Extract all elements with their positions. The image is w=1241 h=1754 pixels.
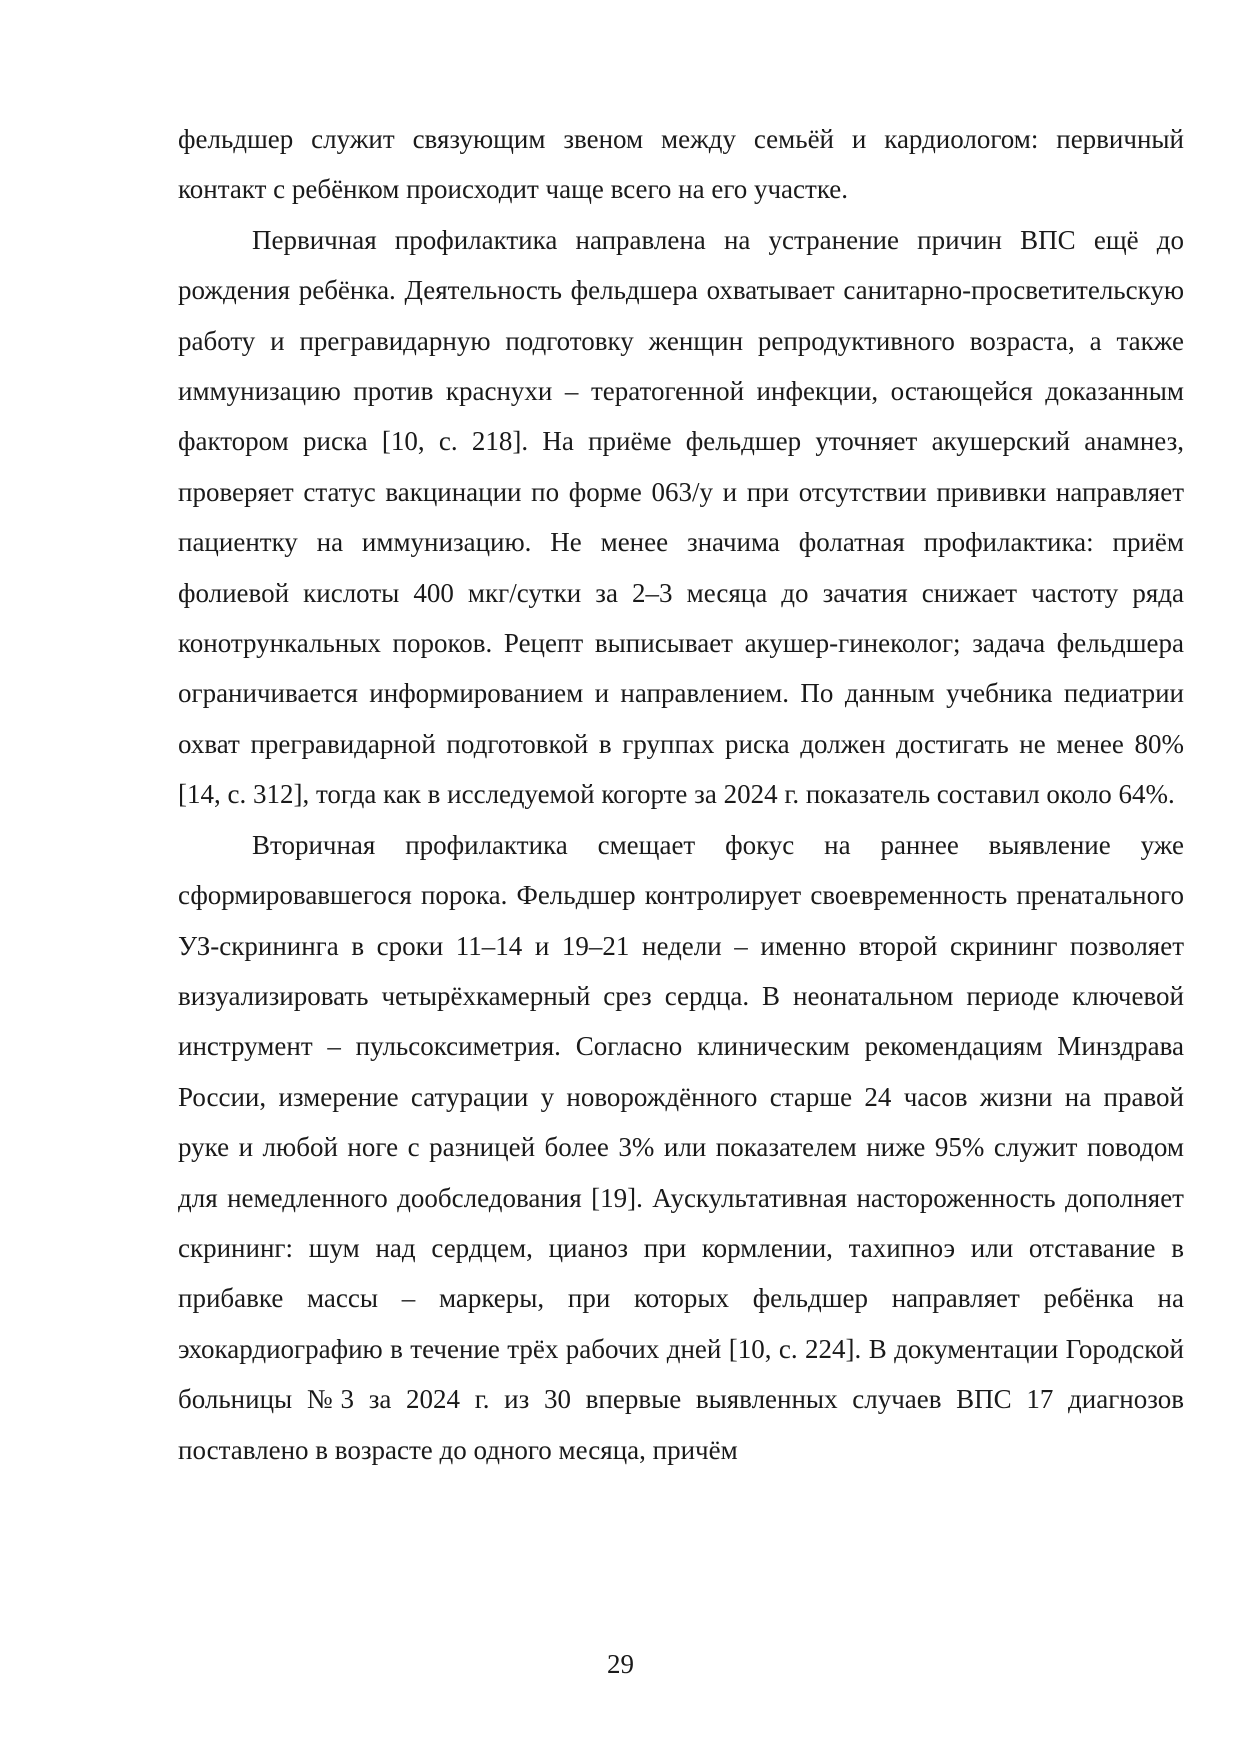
page-number: 29 bbox=[607, 1649, 634, 1679]
body-text bbox=[178, 114, 1184, 1475]
paragraph-1: фельдшер служит связующим звеном между семьёй и кардиологом: первичный контакт с ребёнком происходит чаще всего на его участке. bbox=[178, 124, 1184, 205]
paragraph-2: Первичная профилактика направлена на устранение причин ВПС ещё до рождения ребёнка. Деятельность фельдшера охватывает санитарно-просветительскую работу и прегравидарную подготовку женщин репродуктивного возраста, а также иммунизацию против краснухи – тератогенной инфекции, остающейся доказанным фактором риска [10, с. 218]. На приёме фельдшер уточняет акушерский анамнез, проверяет статус вакцинации по форме 063/у и при отсутствии прививки направляет пациентку на иммунизацию. Не менее значима фолатная профилактика: приём фолиевой кислоты 400 мкг/сутки за 2–3 месяца до зачатия снижает частоту ряда конотрункальных пороков. Рецепт выписывает акушер-гинеколог; задача фельдшера ограничивается информированием и направлением. По данным учебника педиатрии охват прегравидарной подготовкой в группах риска должен достигать не менее 80% [14, с. 312], тогда как в исследуемой когорте за 2024 г. показатель составил около 64%. bbox=[178, 224, 1184, 810]
paragraph-3: Вторичная профилактика смещает фокус на раннее выявление уже сформировавшегося порока. Фельдшер контролирует своевременность пренатального УЗ-скрининга в сроки 11–14 и 19–21 недели – именно второй скрининг позволяет визуализировать четырёхкамерный срез сердца. В неонатальном периоде ключевой инструмент – пульсоксиметрия. Согласно клиническим рекомендациям Минздрава России, измерение сатурации у новорождённого старше 24 часов жизни на правой руке и любой ноге с разницей более 3% или показателем ниже 95% служит поводом для немедленного дообследования [19]. Аускультативная настороженность дополняет скрининг: шум над сердцем, цианоз при кормлении, тахипноэ или отставание в прибавке массы – маркеры, при которых фельдшер направляет ребёнка на эхокардиографию в течение трёх рабочих дней [10, с. 224]. В документации Городской больницы №3 за 2024 г. из 30 впервые выявленных случаев ВПС 17 диагнозов поставлено в возрасте до одного месяца, причём bbox=[178, 829, 1184, 1465]
